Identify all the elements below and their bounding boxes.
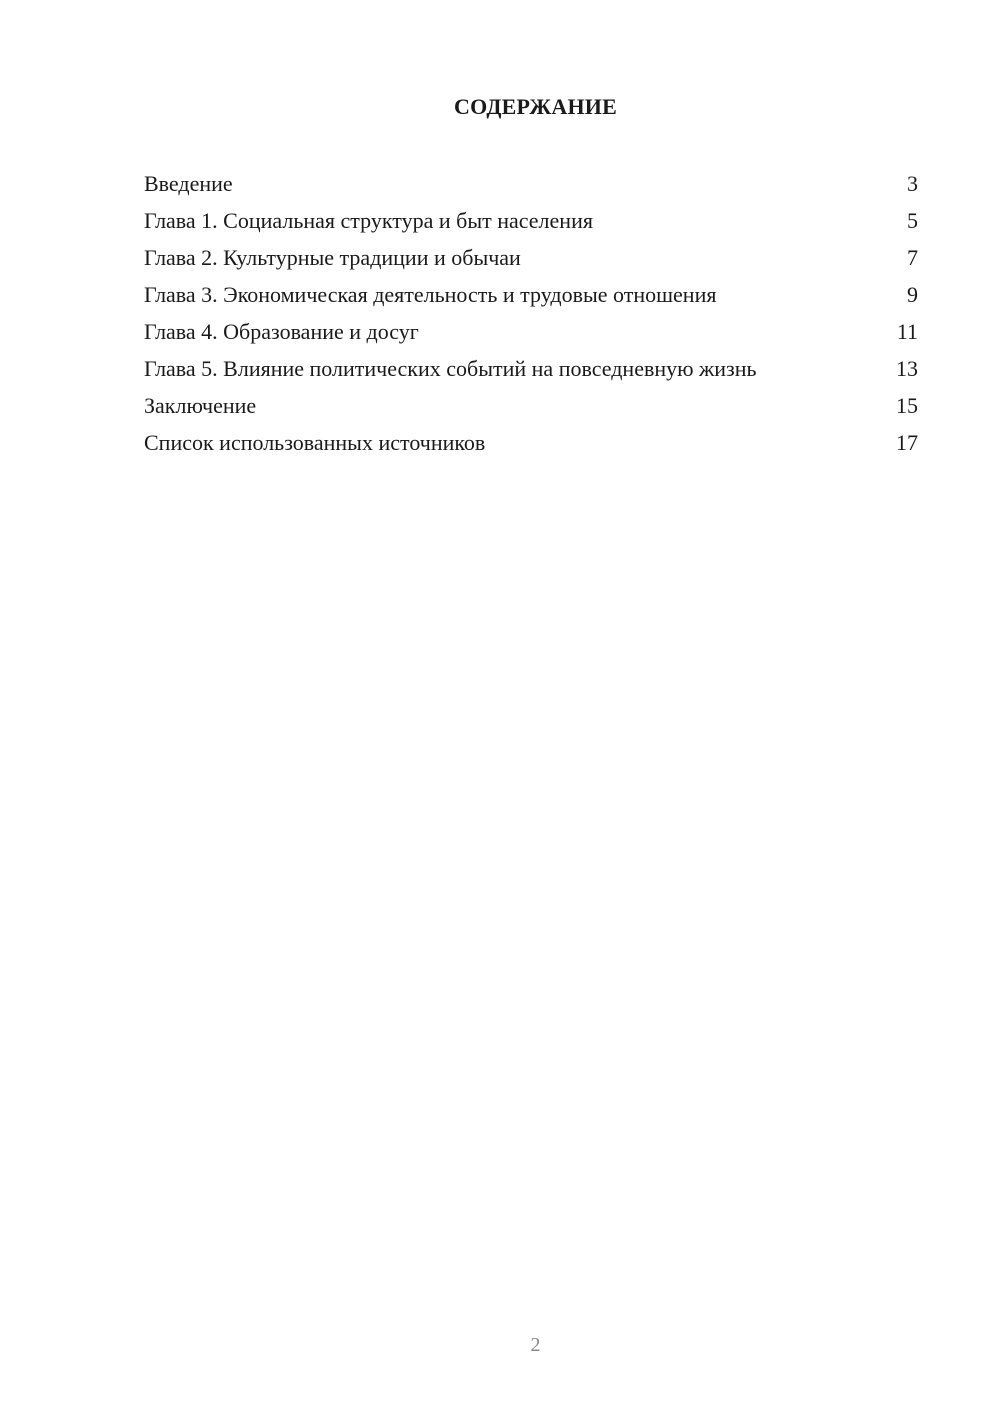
toc-entry-title: Глава 1. Социальная структура и быт населения bbox=[144, 208, 593, 233]
toc-entry-page: 13 bbox=[896, 356, 918, 381]
page-number: 2 bbox=[530, 1334, 541, 1356]
toc-entry bbox=[144, 392, 918, 419]
toc-entry-page: 5 bbox=[907, 208, 918, 233]
toc-entry-title: Глава 4. Образование и досуг bbox=[144, 319, 419, 344]
toc-entry-title: Глава 3. Экономическая деятельность и трудовые отношения bbox=[144, 282, 717, 307]
toc-entry-page: 7 bbox=[907, 245, 918, 270]
toc-entry bbox=[144, 207, 918, 234]
toc-entry bbox=[144, 355, 918, 382]
page-title: СОДЕРЖАНИЕ bbox=[454, 94, 617, 119]
toc-entry bbox=[144, 281, 918, 308]
toc-entry bbox=[144, 429, 918, 456]
toc-entry-page: 11 bbox=[896, 319, 918, 344]
toc-entry-title: Глава 5. Влияние политических событий на повседневную жизнь bbox=[144, 356, 757, 381]
toc-entry-page: 15 bbox=[896, 393, 918, 418]
toc-entry bbox=[144, 318, 918, 345]
toc-entry-page: 17 bbox=[896, 430, 918, 455]
toc-entry-page: 9 bbox=[907, 282, 918, 307]
toc-entry-title: Заключение bbox=[144, 393, 257, 418]
toc-entry-title: Введение bbox=[144, 171, 233, 196]
toc-entry-page: 3 bbox=[907, 171, 918, 196]
toc-entry bbox=[144, 244, 918, 271]
toc-entry-title: Список использованных источников bbox=[144, 430, 486, 455]
table-of-contents bbox=[144, 170, 918, 466]
toc-entry bbox=[144, 170, 918, 197]
toc-entry-title: Глава 2. Культурные традиции и обычаи bbox=[144, 245, 521, 270]
